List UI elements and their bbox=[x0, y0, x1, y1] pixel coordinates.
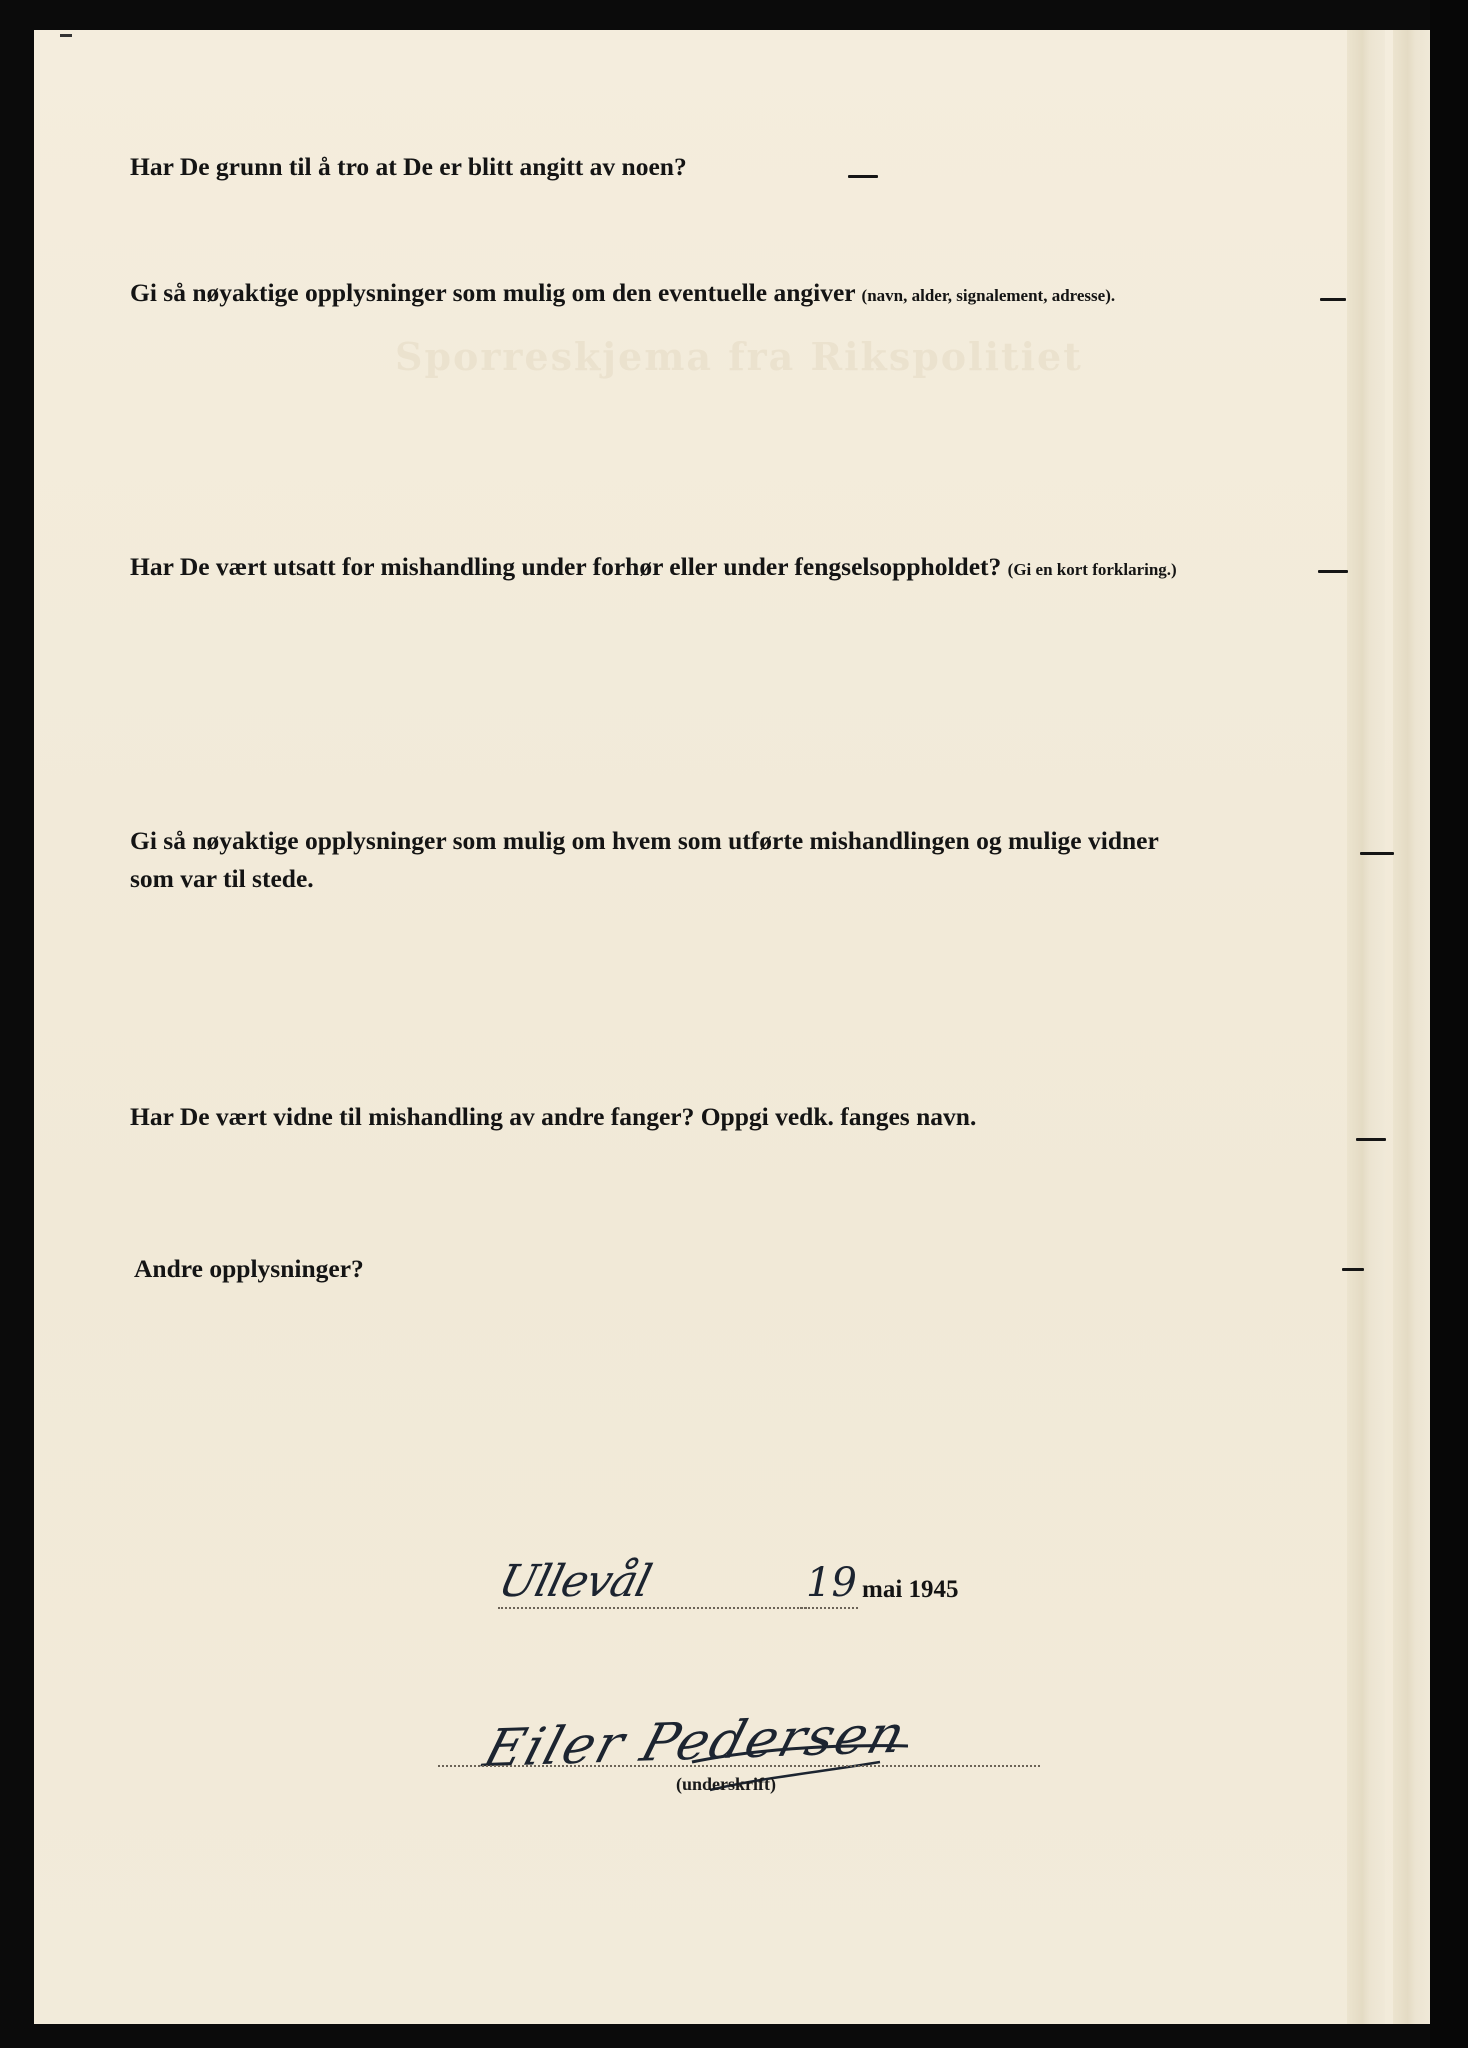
answer-dash bbox=[848, 175, 878, 178]
bleed-through-text: Sporreskjema fra Rikspolitiet bbox=[395, 334, 1083, 379]
answer-dash bbox=[1360, 852, 1394, 855]
question-text-line2: som var til stede. bbox=[130, 864, 314, 893]
question-text: Har De grunn til å tro at De er blitt angitt av noen? bbox=[130, 152, 687, 181]
answer-dash bbox=[1320, 298, 1346, 301]
signature-label: (underskrift) bbox=[676, 1774, 776, 1794]
handwritten-signature: Eiler Pedersen bbox=[477, 1704, 914, 1780]
question-vidne bbox=[130, 1098, 976, 1136]
question-text: Gi så nøyaktige opplysninger som mulig om den eventuelle angiver bbox=[130, 278, 856, 307]
question-angiver bbox=[130, 274, 1115, 315]
question-text: Har De vært utsatt for mishandling under forhør eller under fengselsoppholdet? bbox=[130, 552, 1002, 581]
question-text-line1: Gi så nøyaktige opplysninger som mulig om hvem som utførte mishandlingen og mulige vidner bbox=[130, 826, 1159, 855]
date-month-year: mai 1945 bbox=[862, 1576, 959, 1603]
day-dotted-line bbox=[800, 1607, 858, 1609]
question-angitt bbox=[130, 148, 687, 186]
question-text: Har De vært vidne til mishandling av andre fanger? Oppgi vedk. fanges navn. bbox=[130, 1102, 977, 1131]
place-dotted-line bbox=[498, 1607, 810, 1609]
date-place: Ullevål bbox=[493, 1556, 656, 1607]
scan-mark bbox=[60, 34, 72, 37]
signature-dotted-line bbox=[438, 1765, 1040, 1767]
page-fold-shadow bbox=[1347, 30, 1385, 2024]
page-fold-shadow bbox=[1393, 30, 1430, 2024]
answer-dash bbox=[1342, 1268, 1364, 1271]
date-day: 19 bbox=[806, 1560, 857, 1606]
question-note: (Gi en kort forklaring.) bbox=[1007, 560, 1177, 579]
question-hvem-utforte bbox=[130, 822, 1159, 898]
question-note: (navn, alder, signalement, adresse). bbox=[861, 286, 1116, 305]
answer-dash bbox=[1318, 570, 1348, 573]
scan-edge bbox=[1430, 0, 1468, 2048]
question-mishandling bbox=[130, 548, 1177, 589]
question-andre bbox=[134, 1250, 364, 1288]
answer-dash bbox=[1356, 1138, 1386, 1141]
question-text: Andre opplysninger? bbox=[134, 1254, 364, 1283]
